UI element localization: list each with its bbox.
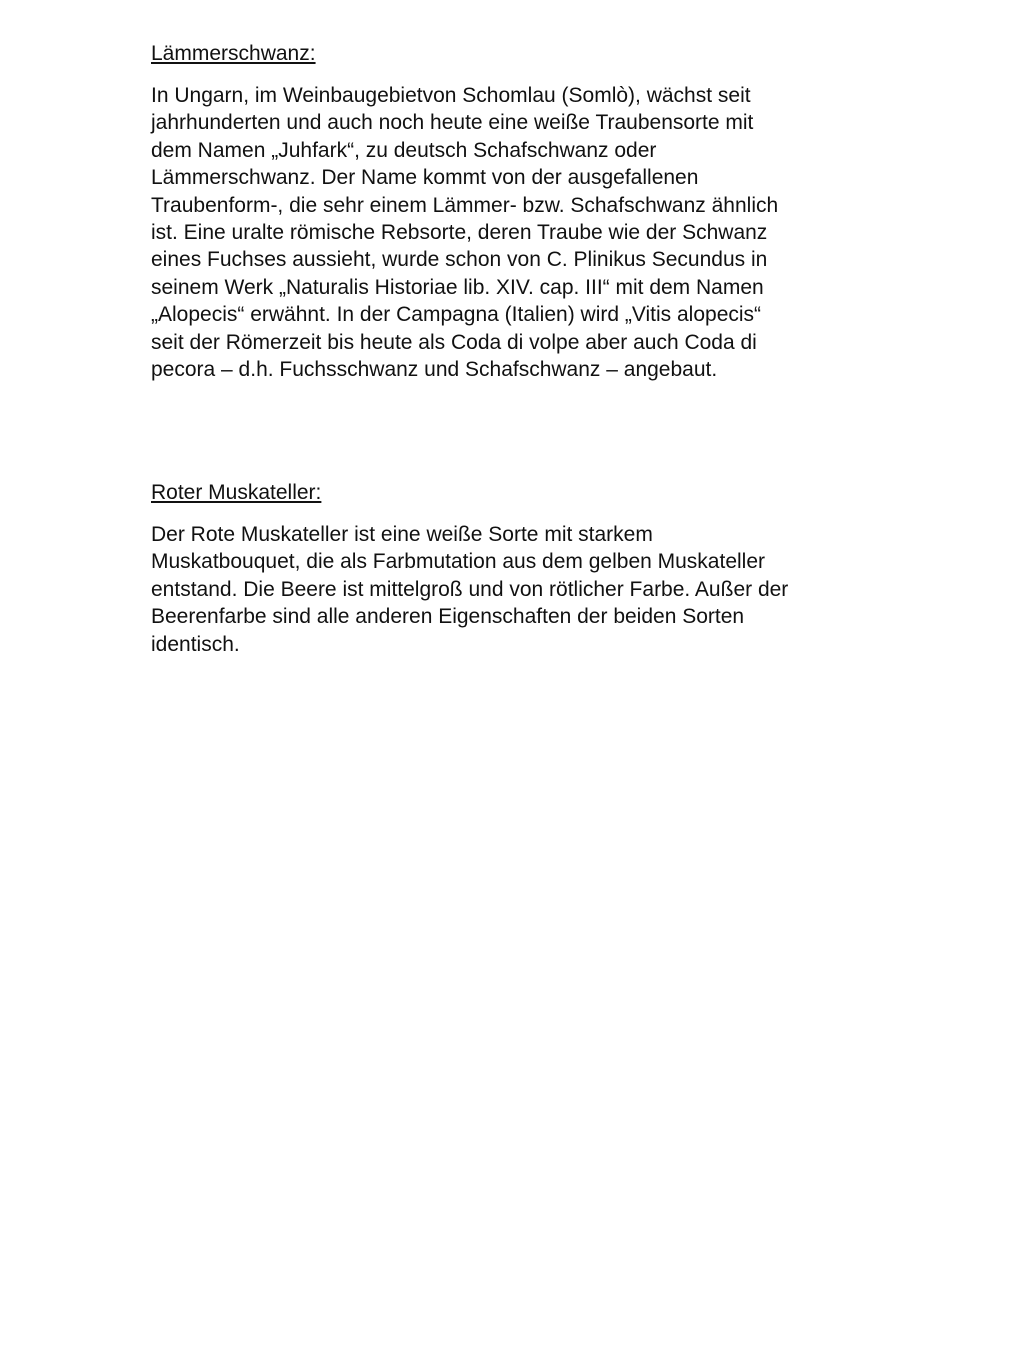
paragraph-line: „Alopecis“ erwähnt. In der Campagna (Italien) wird „Vitis alopecis“	[151, 303, 762, 327]
section-paragraph	[151, 82, 851, 383]
paragraph-line: pecora – d.h. Fuchsschwanz und Schafschwanz – angebaut.	[151, 358, 718, 382]
section-roter-muskateller	[151, 479, 788, 658]
paragraph-line: identisch.	[151, 632, 240, 656]
paragraph-line: Muskatbouquet, die als Farbmutation aus dem gelben Muskateller	[151, 550, 766, 574]
paragraph-line: jahrhunderten und auch noch heute eine weiße Traubensorte mit	[151, 111, 754, 135]
paragraph-line: Der Rote Muskateller ist eine weiße Sorte mit starkem	[151, 523, 653, 546]
section-laemmerschwanz	[151, 40, 851, 383]
paragraph-line: ist. Eine uralte römische Rebsorte, deren Traube wie der Schwanz	[151, 221, 768, 245]
paragraph-line: seinem Werk „Naturalis Historiae lib. XIV. cap. III“ mit dem Namen	[151, 275, 764, 299]
paragraph-line: In Ungarn, im Weinbaugebietvon Schomlau (Somlò), wächst seit	[151, 84, 751, 107]
paragraph-line: eines Fuchses aussieht, wurde schon von C. Plinikus Secundus in	[151, 248, 768, 272]
paragraph-line: Traubenform-, die sehr einem Lämmer- bzw. Schafschwanz ähnlich	[151, 193, 779, 217]
paragraph-line: Beerenfarbe sind alle anderen Eigenschaften der beiden Sorten	[151, 605, 745, 629]
paragraph-line: dem Namen „Juhfark“, zu deutsch Schafschwanz oder	[151, 138, 657, 162]
section-paragraph	[151, 521, 788, 658]
paragraph-line: seit der Römerzeit bis heute als Coda di volpe aber auch Coda di	[151, 330, 757, 354]
section-heading: Roter Muskateller:	[151, 481, 322, 504]
document-page	[151, 40, 851, 656]
section-heading: Lämmerschwanz:	[151, 42, 316, 65]
paragraph-line: Lämmerschwanz. Der Name kommt von der ausgefallenen	[151, 166, 699, 190]
paragraph-line: entstand. Die Beere ist mittelgroß und von rötlicher Farbe. Außer der	[151, 577, 789, 601]
